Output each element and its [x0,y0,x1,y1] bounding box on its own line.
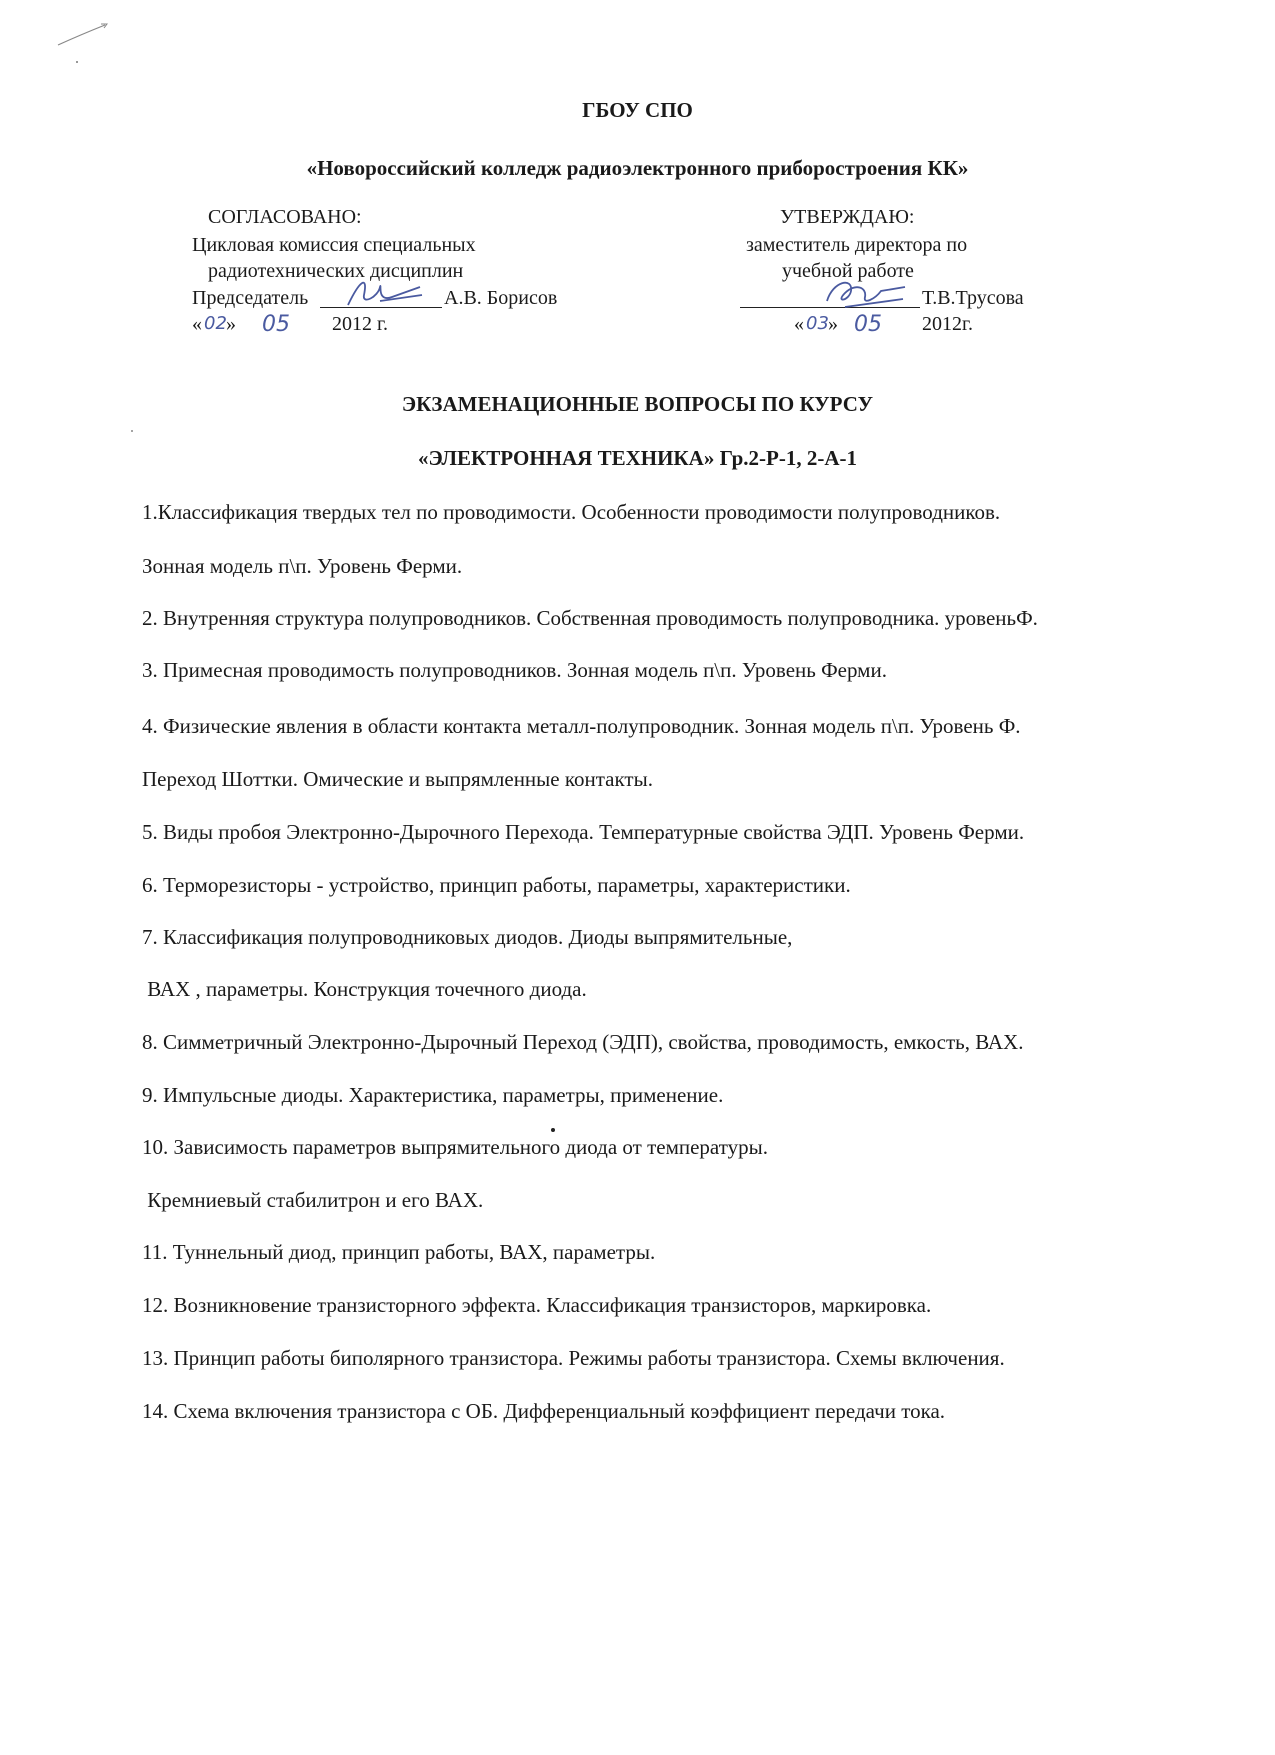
deputy-name: Т.В.Трусова [922,287,1024,309]
question-line: 6. Терморезисторы - устройство, принцип работы, параметры, характеристики. [142,873,851,897]
chair-label: Председатель [192,287,309,309]
chair-name: А.В. Борисов [444,287,558,309]
question-line: 9. Импульсные диоды. Характеристика, параметры, применение. [142,1083,724,1107]
deputy-signature [815,273,915,315]
right-date-year: 2012г. [922,313,973,335]
course-title: «ЭЛЕКТРОННАЯ ТЕХНИКА» Гр.2-Р-1, 2-А-1 [417,446,858,470]
question-line: Зонная модель п\п. Уровень Ферми. [142,554,463,578]
question-line: 4. Физические явления в области контакта металл-полупроводник. Зонная модель п\п. Уровень Ф. [142,714,1021,738]
left-date-month: 05 [262,312,290,337]
scan-speck [131,430,133,432]
question-line: ВАХ , параметры. Конструкция точечного диода. [142,977,587,1001]
question-line: 12. Возникновение транзисторного эффекта. Классификация транзисторов, маркировка. [142,1293,932,1317]
question-line: 8. Симметричный Электронно-Дырочный Переход (ЭДП), свойства, проводимость, емкость, ВАХ. [142,1030,1024,1054]
question-line: 10. Зависимость параметров выпрямительного диода от температуры. [142,1135,768,1159]
question-line: Кремниевый стабилитрон и его ВАХ. [142,1188,484,1212]
question-line: 14. Схема включения транзистора с ОБ. Дифференциальный коэффициент передачи тока. [142,1399,946,1423]
question-line: 3. Примесная проводимость полупроводников. Зонная модель п\п. Уровень Ферми. [142,658,887,682]
deputy-line1: заместитель директора по [746,234,968,256]
question-line: 2. Внутренняя структура полупроводников. Собственная проводимость полупроводника. уровеньФ. [142,606,1038,630]
question-line: 5. Виды пробоя Электронно-Дырочного Перехода. Температурные свойства ЭДП. Уровень Ферми. [142,820,1025,844]
pen-stroke-mark [55,20,115,70]
commission-line2: радиотехнических дисциплин [208,260,464,282]
question-line: Переход Шоттки. Омические и выпрямленные контакты. [142,767,653,791]
approve-title: УТВЕРЖДАЮ: [780,206,915,228]
left-date-day: 02 [204,313,227,334]
right-date-day: 03 [806,313,829,334]
commission-line1: Цикловая комиссия специальных [192,234,476,256]
chair-signature [340,275,430,315]
exam-title: ЭКЗАМЕНАЦИОННЫЕ ВОПРОСЫ ПО КУРСУ [401,392,874,416]
scan-speck [551,1128,555,1132]
left-date-close: » [226,313,236,335]
deputy-line2: учебной работе [782,260,914,282]
left-date-open: « [192,313,202,335]
question-line: 7. Классификация полупроводниковых диодов. Диоды выпрямительные, [142,925,793,949]
right-date-month: 05 [854,312,882,337]
left-date-year: 2012 г. [332,313,388,335]
right-date-close: » [828,313,838,335]
question-line: 11. Туннельный диод, принцип работы, ВАХ, параметры. [142,1240,656,1264]
college-name: «Новороссийский колледж радиоэлектронного приборостроения КК» [306,156,969,180]
question-line: 1.Классификация твердых тел по проводимости. Особенности проводимости полупроводников. [142,500,1001,524]
right-date-open: « [794,313,804,335]
agreed-title: СОГЛАСОВАНО: [208,206,362,228]
question-line: 13. Принцип работы биполярного транзистора. Режимы работы транзистора. Схемы включения. [142,1346,1005,1370]
org-name: ГБОУ СПО [582,98,693,122]
